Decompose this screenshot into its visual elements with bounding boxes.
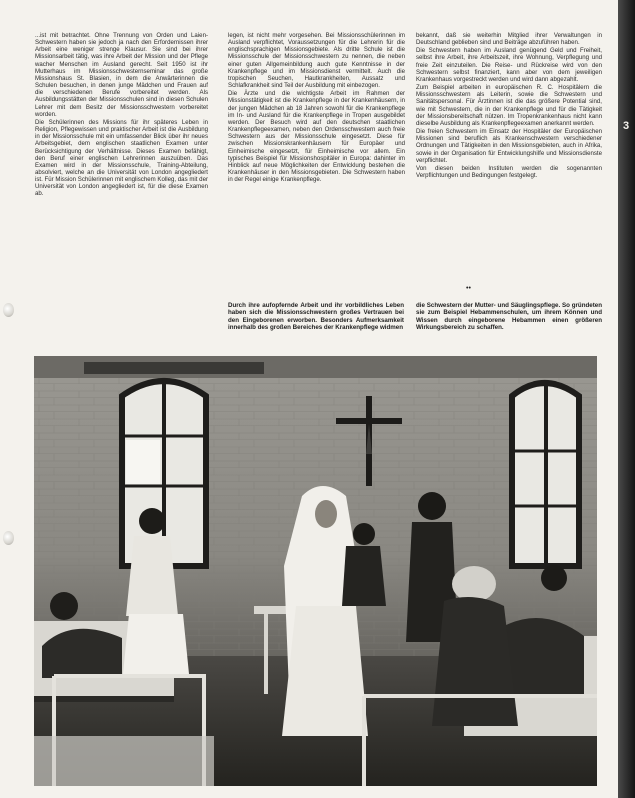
paragraph: ...ist mit betrachtet. Ohne Trennung von Orden und Laien-Schwestern haben sie jedoch ja nach den Erfordernissen ihrer Arbeit eine weniger strenge Klausur. Sie sind bei ihrer Missionsarbeit tätig, was ihre Arbeit der Mission und der Pflege wacher Menschen im Ausland gerecht. Seit 1950 ist ihr Mutterhaus im Missionsschwesternseminar das große Missionshaus St. Blasien, in dem die Anwärterinnen die Schulen besuchen, in denen junge Mädchen und Frauen auf die verschiedenen Berufe vorbereitet werden. Als Ausbildungsstätten der Missionsschulen sind in diesen Schulen Lehrer mit dem Besitz der Missionsschwestern vorbereitet worden. — [35, 32, 208, 118]
text-column-1 — [35, 32, 208, 298]
article-end-mark: •• — [466, 284, 471, 292]
hospital-ward-photo — [34, 356, 597, 786]
paragraph: bekannt, daß sie weiterhin Mitglied ihrer Verwaltungen in Deutschland geblieben sind und Beiträge abzuführen haben. — [416, 32, 602, 47]
punch-hole-icon — [3, 303, 14, 317]
text-column-2 — [228, 32, 405, 298]
right-window — [512, 383, 579, 566]
photo-caption-right: die Schwestern der Mutter- und Säuglingspflege. So gründeten sie zum Beispiel Hebammenschulen, um ihrem Können und Wissen durch eingeborene Hebammen einen größeren Wirkungsbereich zu schaffen. — [416, 302, 602, 331]
photo-caption-left: Durch ihre aufopfernde Arbeit und ihr vorbildliches Leben haben sich die Missionsschwestern großes Vertrauen bei den Eingeborenen erworben. Besonders Aufmerksamkeit innerhalb des großen Bereiches der Krankenpflege widmen — [228, 302, 404, 331]
paragraph: Zum Beispiel arbeiten in europäischen R. C. Hospitälern die Missionsschwestern als Leiterin, sowie die Schwestern und Sanitätspersonal. Für Ärztinnen ist die das größere Potential sind, wie mit Schwestern, die in der Krankenpflege und für die Tätigkeit der Missionsbereitschaft nützen. Im Tropenkrankenhaus nicht kann dieselbe Ausbildung als Krankenpflegeexamen anerkannt werden. — [416, 84, 602, 127]
punch-hole-icon — [3, 531, 14, 545]
photo-illustration — [34, 356, 597, 786]
paragraph: Die Schülerinnen des Missions für ihr späteres Leben in Religion, Pflegewissen und praktischer Arbeit ist die Ausbildung in der Missionsschule mit ein umfassender Blick über ihr neues Arbeitsgebiet, dem englischen staatlichen Examen unter Berücksichtigung der Verhältnisse. Dieses Examen befähigt, den Beruf einer englischen Lehrerinnen auszuüben. Das Examen wird in der Missionsschule, Training-Abteilung, absolviert, welche an die Universität von London angegliedert ist. Für Mission Schülerinnen mit englischem Kolleg, das mit der Universität von London angegliedert ist, für die diese Examen ab. — [35, 118, 208, 198]
paragraph: Die Ärzte und die wichtigste Arbeit im Rahmen der Missionstätigkeit ist die Krankenpflege in der Krankenhäusern, in der jungen Mädchen ab 18 Jahren sowohl für die Krankenpflege im In- und Ausland für die Krankenpflege in Tropen ausgebildet werden. Der Besuch wird auf den deutschen staatlichen Krankenpflegeexamen, neben den Ordensschwestern auch freie Schwestern aus der Missionsschule eingesetzt. Diese für zwischen Missionskrankenhäusern für Europäer und Einheimische eingesetzt, für Einheimische vor allem. Ein typisches Beispiel für Missionshospitäler in Europa: dahinter im Hinblick auf neue Möglichkeiten der Entwicklung bestehen die Krankenhäuser in den Missionsgebieten. Die Schwestern haben in der Regel einige Krankenpflege. — [228, 90, 405, 184]
paragraph: Von diesen beiden Instituten werden die sogenannten Verpflichtungen und Bedingungen festgelegt. — [416, 164, 602, 179]
paragraph: Die Schwestern haben im Ausland genügend Geld und Freiheit, selbst ihre Arbeit, ihre Arbeitszeit, ihre Wohnung, Verpflegung und freie Zeit einzuteilen. Die Reise- und Rückreise wird von den Schwestern selbst finanziert, kann aber von dem jeweiligen Krankenhaus vorgestreckt werden und wird dann abgezahlt. — [416, 47, 602, 83]
text-column-3 — [416, 32, 602, 282]
edge-page-marker: 3 — [622, 120, 630, 132]
paragraph: Die freien Schwestern im Einsatz der Hospitäler der Europäischen Missionen sind beruflich als Krankenschwestern verschiedener Ordnungen und Tätigkeiten in den Missionsgebieten, auch in Afrika, sowie in der Organisation für Entwicklungshilfe und Missionsdienste verpflichtet. — [416, 128, 602, 164]
paragraph: legen, ist nicht mehr vorgesehen. Bei Missionsschülerinnen im Ausland verpflichtet, Voraussetzungen für die Lehrerin für die englischsprachigen Missionsgebiete. Als dritte Schule ist die Missionsschule der Missionsschwestern zu nennen, die neben einer guten Allgemeinbildung auch gute Kenntnisse in der Krankenpflege und im Missionsdienst vermittelt. Auch die tropischen Seuchen, Hautkrankheiten, Aussatz und Schlafkrankheit sind Teil der Ausbildung mit einbezogen. — [228, 32, 405, 90]
